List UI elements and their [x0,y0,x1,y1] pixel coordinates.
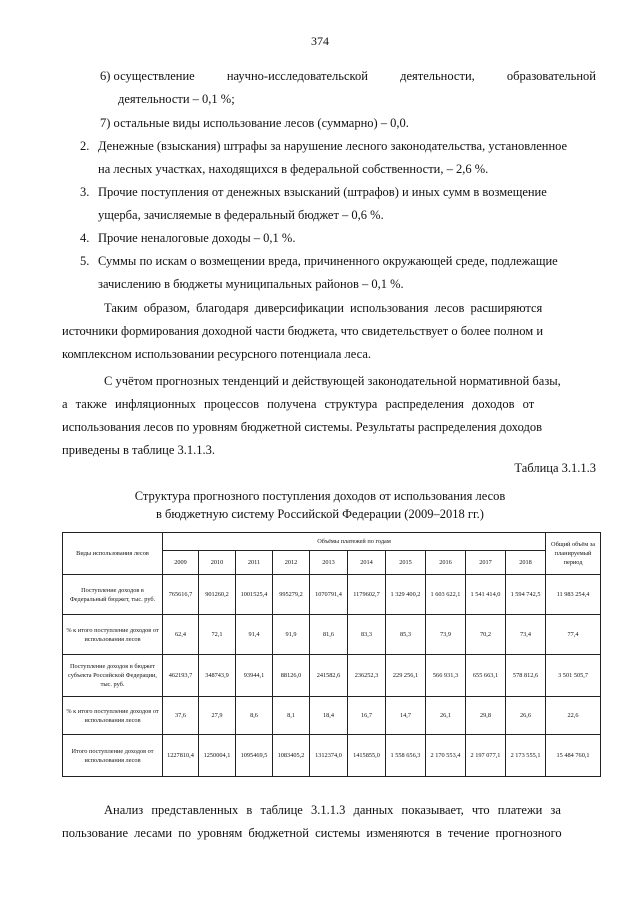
value-cell: 229 256,1 [386,655,426,697]
table-row [63,735,601,777]
value-cell: 27,9 [199,697,236,735]
value-cell: 26,1 [426,697,466,735]
value-cell: 8,6 [236,697,273,735]
value-cell: 62,4 [163,615,199,655]
list-item-2-line2: на лесных участках, находящихся в федеральной собственности, – 2,6 %. [98,162,489,176]
total-cell: 3 501 505,7 [546,655,601,697]
list-item-4-line1: Прочие неналоговые доходы – 0,1 %. [98,231,296,245]
list-item-5-number: 5. [80,254,90,268]
total-cell: 15 484 760,1 [546,735,601,777]
value-cell: 2 170 553,4 [426,735,466,777]
value-cell: 765616,7 [163,575,199,615]
year-cell: 2012 [273,551,310,575]
list-item-3-number: 3. [80,185,90,199]
value-cell: 26,6 [506,697,546,735]
word: 6) осуществление [100,69,195,83]
value-cell: 73,4 [506,615,546,655]
value-cell: 1179602,7 [348,575,386,615]
year-cell: 2018 [506,551,546,575]
paragraph-2-line2: а также инфляционных процессов получена структура распределения доходов от [62,397,535,411]
year-cell: 2017 [466,551,506,575]
year-cell: 2011 [236,551,273,575]
word: деятельности, [400,69,475,83]
row-label: % к итого поступление доходов от использования лесов [63,697,163,735]
value-cell: 1 603 622,1 [426,575,466,615]
row-label: Поступление доходов в бюджет субъекта Российской Федерации, тыс. руб. [63,655,163,697]
value-cell: 85,3 [386,615,426,655]
table-title-line1: Структура прогнозного поступления доходов от использования лесов [134,489,506,503]
word: образовательной [506,69,596,83]
value-cell: 462193,7 [163,655,199,697]
value-cell: 241582,6 [310,655,348,697]
paragraph-2-line3: использования лесов по уровням бюджетной системы. Результаты распределения доходов [62,420,542,434]
revenue-table [62,532,601,777]
year-cell: 2009 [163,551,199,575]
list-item-3-line1: Прочие поступления от денежных взысканий (штрафов) и иных сумм в возмещение [98,185,547,199]
value-cell: 1415855,0 [348,735,386,777]
table-row [63,615,601,655]
value-cell: 83,3 [348,615,386,655]
table-body [63,575,601,777]
year-cell: 2015 [386,551,426,575]
value-cell: 1083405,2 [273,735,310,777]
total-cell: 77,4 [546,615,601,655]
value-cell: 1095469,5 [236,735,273,777]
header-volumes: Объёмы платежей по годам [163,533,546,551]
value-cell: 1 329 400,2 [386,575,426,615]
word: научно-исследовательской [226,69,368,83]
value-cell: 81,6 [310,615,348,655]
value-cell: 1001525,4 [236,575,273,615]
paragraph-2-line1: С учётом прогнозных тенденций и действующей законодательной нормативной базы, [104,374,561,388]
list-item-3-line2: ущерба, зачисляемые в федеральный бюджет – 0,6 %. [98,208,384,222]
value-cell: 16,7 [348,697,386,735]
value-cell: 901260,2 [199,575,236,615]
table-title-line2: в бюджетную систему Российской Федерации (2009–2018 гг.) [156,507,484,521]
paragraph-1-line3: комплексном использовании ресурсного потенциала леса. [62,347,371,361]
value-cell: 70,2 [466,615,506,655]
total-cell: 11 983 254,4 [546,575,601,615]
paragraph-3-line2: пользование лесами по уровням бюджетной системы изменяются в течение прогнозного [62,826,562,840]
list-item-6-line2: деятельности – 0,1 %; [118,92,235,106]
value-cell: 995279,2 [273,575,310,615]
value-cell: 73,9 [426,615,466,655]
row-label: Поступление доходов в Федеральный бюджет, тыс. руб. [63,575,163,615]
value-cell: 88126,0 [273,655,310,697]
paragraph-1-line2: источники формирования доходной части бюджета, что свидетельствует о более полном и [62,324,544,338]
value-cell: 1227810,4 [163,735,199,777]
total-cell: 22,6 [546,697,601,735]
list-item-2-number: 2. [80,139,90,153]
table-row [63,655,601,697]
value-cell: 18,4 [310,697,348,735]
header-total: Общий объём за планируемый период [546,533,601,575]
paragraph-2-line4: приведены в таблице 3.1.1.3. [62,443,215,457]
row-label: Итого поступление доходов от использования лесов [63,735,163,777]
list-item-5-line1: Суммы по искам о возмещении вреда, причиненного окружающей среде, подлежащие [98,254,558,268]
value-cell: 37,6 [163,697,199,735]
value-cell: 91,9 [273,615,310,655]
value-cell: 1312374,0 [310,735,348,777]
list-item-2-line1: Денежные (взыскания) штрафы за нарушение лесного законодательства, установленное [98,139,568,153]
value-cell: 2 197 077,1 [466,735,506,777]
page-number: 374 [311,34,329,48]
value-cell: 1250004,1 [199,735,236,777]
value-cell: 1 558 656,3 [386,735,426,777]
value-cell: 91,4 [236,615,273,655]
value-cell: 1 541 414,0 [466,575,506,615]
value-cell: 566 931,3 [426,655,466,697]
value-cell: 8,1 [273,697,310,735]
value-cell: 14,7 [386,697,426,735]
list-item-4-number: 4. [80,231,90,245]
table-row [63,575,601,615]
value-cell: 578 812,6 [506,655,546,697]
year-cell: 2013 [310,551,348,575]
value-cell: 93944,1 [236,655,273,697]
paragraph-3-line1: Анализ представленных в таблице 3.1.1.3 данных показывает, что платежи за [104,803,561,817]
value-cell: 1 594 742,5 [506,575,546,615]
table-row [63,697,601,735]
year-cell: 2014 [348,551,386,575]
value-cell: 1070791,4 [310,575,348,615]
value-cell: 348743,9 [199,655,236,697]
value-cell: 655 663,1 [466,655,506,697]
list-item-6-line1 [100,69,596,84]
value-cell: 236252,3 [348,655,386,697]
value-cell: 72,1 [199,615,236,655]
row-label: % к итого поступление доходов от использования лесов [63,615,163,655]
header-types: Виды использования лесов [63,533,163,575]
paragraph-1-line1: Таким образом, благодаря диверсификации использования лесов расширяются [104,301,543,315]
year-cell: 2016 [426,551,466,575]
year-cell: 2010 [199,551,236,575]
list-item-7: 7) остальные виды использование лесов (суммарно) – 0,0. [100,116,409,130]
value-cell: 29,8 [466,697,506,735]
value-cell: 2 173 555,1 [506,735,546,777]
list-item-5-line2: зачислению в бюджеты муниципальных районов – 0,1 %. [98,277,404,291]
table-label: Таблица 3.1.1.3 [514,461,596,475]
